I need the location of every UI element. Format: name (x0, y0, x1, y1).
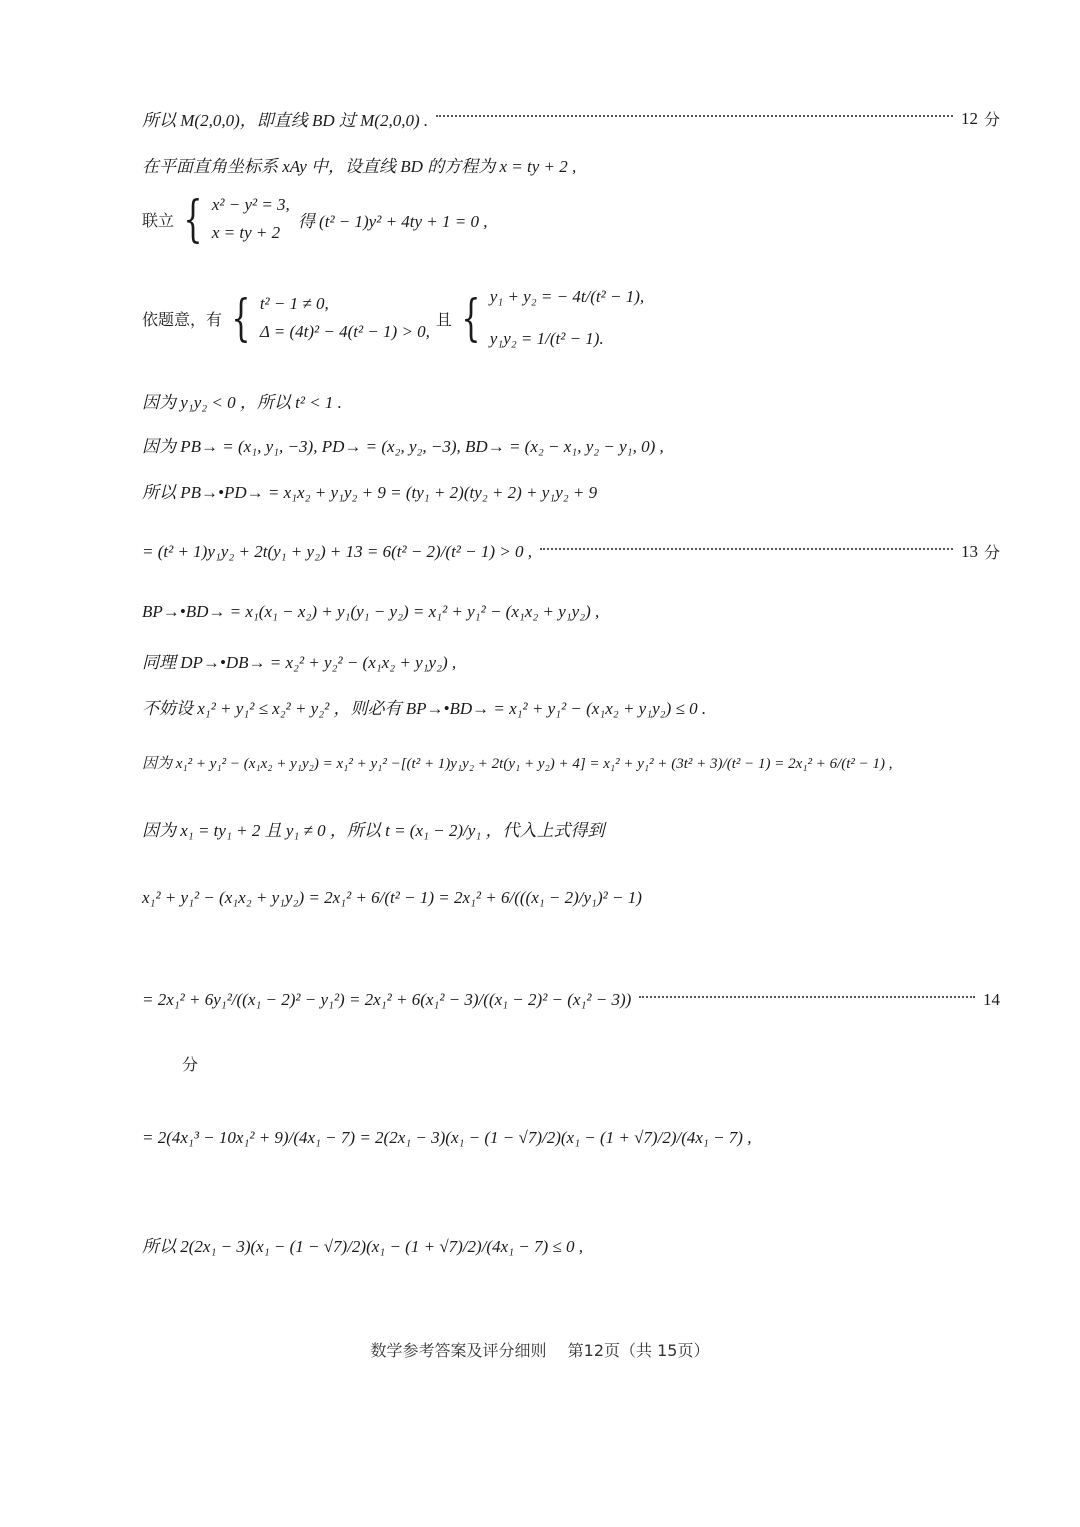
line-5 (142, 388, 1000, 413)
line-18-text: 所以 2(2x₁ − 3)(x₁ − (1 − √7)/2)(x₁ − (1 + √7)/2)/(4x₁ − 7) ≤ 0 , (142, 1237, 583, 1256)
leader-dots (436, 115, 953, 117)
line-11-text: 不妨设 x₁² + y₁² ≤ x₂² + y₂² ，则必有 BP→•BD→ = x₁² + y₁² − (x₁x₂ + y₁y₂) ≤ 0 . (142, 699, 707, 718)
footer-title: 数学参考答案及评分细则 (370, 1341, 547, 1360)
score-unit: 分 (983, 110, 1000, 129)
line-8 (142, 540, 1000, 563)
line-3-prefix: 联立 (142, 210, 175, 230)
score-12: 12 (960, 108, 978, 128)
leader-dots (540, 548, 953, 550)
line-9-text: BP→•BD→ = x₁(x₁ − x₂) + y₁(y₁ − y₂) = x₁² + y₁² − (x₁x₂ + y₁y₂) , (142, 602, 600, 621)
system-eq-2: x = ty + 2 (211, 223, 281, 242)
condition-2: Δ = (4t)² − 4(t² − 1) > 0, (259, 322, 430, 341)
line-10-text: 同理 DP→•DB→ = x₂² + y₂² − (x₁x₂ + y₁y₂) , (142, 653, 457, 672)
line-6 (142, 432, 1000, 457)
line-16 (182, 1052, 1000, 1075)
line-15-text: = 2x₁² + 6y₁²/((x₁ − 2)² − y₁²) = 2x₁² + 6(x₁² − 3)/((x₁ − 2)² − (x₁² − 3)) (142, 990, 632, 1009)
leader-dots (639, 996, 975, 998)
line-14 (142, 888, 1000, 908)
footer-page-number: 第12页（共 15页） (567, 1341, 710, 1360)
line-11 (142, 694, 1000, 719)
line-12-text: 因为 x₁² + y₁² − (x₁x₂ + y₁y₂) = x₁² + y₁² −[(t² + 1)y₁y₂ + 2t(y₁ + y₂) + 4] = x₁² + y₁² + (3t² + 3)/(t² − 1) = 2x₁² + 6/(t² − 1) , (142, 756, 893, 772)
equation-system (212, 195, 290, 243)
left-brace-icon: { (231, 289, 251, 347)
line-17-text: = 2(4x₁³ − 10x₁² + 9)/(4x₁ − 7) = 2(2x₁ − 3)(x₁ − (1 − √7)/2)(x₁ − (1 + √7)/2)/(4x₁ − 7) , (142, 1128, 752, 1147)
line-7 (142, 478, 1000, 503)
line-18 (142, 1232, 1000, 1257)
line-5-text: 因为 y₁y₂ < 0 ，所以 t² < 1 . (142, 393, 342, 412)
line-6-text: 因为 PB→ = (x₁, y₁, −3), PD→ = (x₂, y₂, −3), BD→ = (x₂ − x₁, y₂ − y₁, 0) , (142, 437, 664, 456)
line-1 (142, 106, 1000, 131)
line-1-text: 所以 M(2,0,0)，即直线 BD 过 M(2,0,0) . (142, 111, 429, 130)
line-4-prefix: 依题意，有 (142, 309, 223, 329)
line-12 (142, 752, 1000, 773)
condition-1: t² − 1 ≠ 0, (259, 294, 329, 313)
line-17 (142, 1128, 1000, 1148)
vieta-sum: y₁ + y₂ = − 4t/(t² − 1), (489, 287, 645, 306)
line-15 (142, 990, 1000, 1010)
line-8-text: = (t² + 1)y₁y₂ + 2t(y₁ + y₂) + 13 = 6(t² − 2)/(t² − 1) > 0 , (142, 541, 533, 561)
line-13 (142, 816, 1000, 841)
vieta-product: y₁y₂ = 1/(t² − 1). (489, 329, 604, 348)
left-brace-icon: { (183, 190, 203, 248)
line-3-suffix: 得 (t² − 1)y² + 4ty + 1 = 0 , (297, 211, 488, 231)
line-14-text: x₁² + y₁² − (x₁x₂ + y₁y₂) = 2x₁² + 6/(t² − 1) = 2x₁² + 6/(((x₁ − 2)/y₁)² − 1) (142, 888, 642, 907)
system-eq-1: x² − y² = 3, (211, 195, 290, 214)
score-unit-wrapped: 分 (182, 1055, 199, 1074)
line-4 (142, 268, 1000, 368)
score-14: 14 (983, 990, 1000, 1009)
score-13: 13 (960, 541, 978, 561)
line-2-text: 在平面直角坐标系 xAy 中，设直线 BD 的方程为 x = ty + 2 , (142, 157, 577, 176)
page-footer (0, 1338, 1080, 1361)
line-10 (142, 648, 1000, 673)
condition-system (260, 294, 430, 342)
line-13-text: 因为 x₁ = ty₁ + 2 且 y₁ ≠ 0 ，所以 t = (x₁ − 2)/y₁ ，代入上式得到 (142, 821, 605, 840)
vieta-system (490, 287, 644, 349)
score-unit: 分 (983, 543, 1000, 562)
line-7-text: 所以 PB→•PD→ = x₁x₂ + y₁y₂ + 9 = (ty₁ + 2)(ty₂ + 2) + y₁y₂ + 9 (142, 483, 598, 502)
left-brace-icon: { (461, 289, 481, 347)
line-4-mid: 且 (435, 309, 452, 329)
line-3 (142, 190, 1000, 248)
line-9 (142, 602, 1000, 622)
line-2 (142, 152, 1000, 177)
